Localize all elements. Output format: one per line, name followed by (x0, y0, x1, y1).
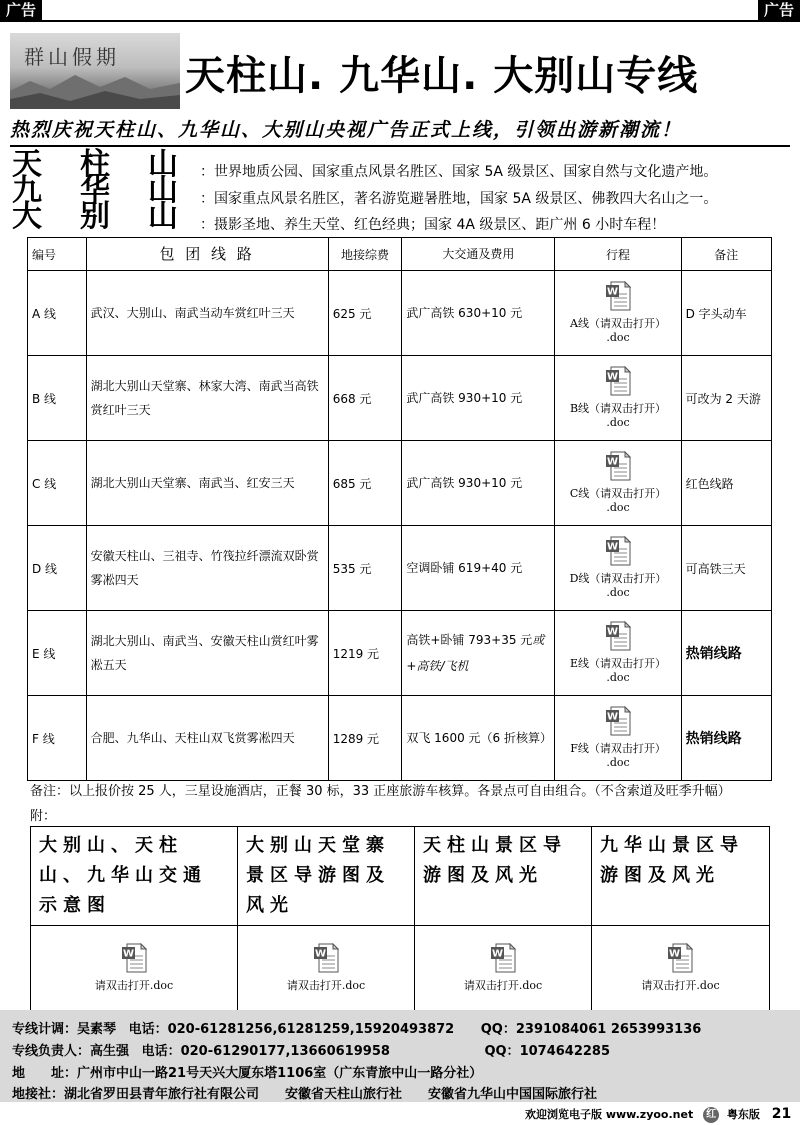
map-doc-cell (238, 926, 415, 1011)
svg-text:W: W (607, 286, 619, 298)
doc-label: F线（请双击打开） (570, 742, 666, 755)
schedule-doc-link[interactable] (570, 621, 666, 685)
schedule-doc-link[interactable] (570, 706, 666, 770)
footer-qq-label: QQ： (480, 1022, 516, 1037)
footer-dispatcher-tel: 020-61281256,61281259,15920493872 (167, 1022, 455, 1037)
route-note: 热销线路 (681, 611, 771, 696)
table-row (28, 526, 772, 611)
route-description: 湖北大别山天堂寨、南武当、红安三天 (86, 441, 328, 526)
traffic-cost: 武广高铁 930+10 元 (406, 476, 523, 490)
word-doc-icon (121, 943, 147, 973)
route-note: 热销线路 (681, 696, 771, 781)
map-doc-link[interactable] (641, 943, 719, 993)
slogan: 热烈庆祝天柱山、九华山、大别山央视广告正式上线，引领出游新潮流！ (10, 119, 683, 141)
route-price: 1289 元 (328, 696, 402, 781)
welcome-text: 欢迎浏览电子版 www.zyoo.net (525, 1108, 694, 1121)
schedule-cell (555, 271, 681, 356)
svg-text:W: W (491, 948, 503, 960)
doc-ext: .doc (606, 416, 630, 429)
header-route: 包 团 线 路 (86, 238, 328, 271)
footer-label-dispatcher: 专线计调： (12, 1022, 78, 1037)
desc-tianzhu: ：世界地质公园、国家重点风景名胜区、国家 5A 级景区、国家自然与文化遗产地。 (200, 164, 718, 180)
route-id: B 线 (28, 356, 87, 441)
svg-text:W: W (607, 541, 619, 553)
route-traffic (402, 356, 555, 441)
traffic-cost: 武广高铁 630+10 元 (406, 306, 523, 320)
word-doc-icon (605, 366, 631, 396)
svg-text:W: W (607, 626, 619, 638)
schedule-cell (555, 356, 681, 441)
footer-label-address: 地 址： (12, 1066, 78, 1081)
footer-dispatcher-name: 吴素琴 (77, 1022, 117, 1037)
map-doc-link[interactable] (95, 943, 173, 993)
svg-text:W: W (607, 456, 619, 468)
contact-footer (0, 1010, 800, 1102)
schedule-doc-link[interactable] (570, 536, 667, 600)
table-row (28, 441, 772, 526)
map-doc-link[interactable] (287, 943, 365, 993)
doc-label: E线（请双击打开） (570, 657, 667, 670)
footer-label-agency: 地接社： (12, 1087, 65, 1102)
word-doc-icon (605, 281, 631, 311)
footer-label-manager: 专线负责人： (12, 1044, 91, 1059)
doc-label: B线（请双击打开） (569, 402, 667, 415)
header-price: 地接综费 (328, 238, 402, 271)
route-traffic (402, 526, 555, 611)
route-id: A 线 (28, 271, 87, 356)
ad-tag-right: 广告 (758, 0, 800, 20)
char-bie: 别 (80, 199, 110, 234)
schedule-doc-link[interactable] (570, 366, 666, 430)
route-price: 1219 元 (328, 611, 402, 696)
footer-line-1 (12, 1018, 701, 1037)
traffic-cost: 武广高铁 930+10 元 (406, 391, 523, 405)
doc-label: A线（请双击打开） (570, 317, 666, 330)
doc-ext: .doc (606, 331, 630, 344)
map-doc-cell (415, 926, 592, 1011)
char-zhu: 柱 (80, 147, 110, 182)
doc-label: 请双击打开.doc (641, 979, 720, 992)
doc-ext: .doc (606, 501, 630, 514)
route-note: 红色线路 (681, 441, 771, 526)
page-title: 天柱山. 九华山. 大别山专线 (185, 53, 699, 99)
route-note: 可改为 2 天游 (681, 356, 771, 441)
badge-icon: 红 (703, 1107, 719, 1123)
route-traffic (402, 441, 555, 526)
footer-line-2 (12, 1040, 610, 1059)
edition-label: 粤东版 (726, 1108, 760, 1121)
word-doc-icon (605, 621, 631, 651)
schedule-cell (555, 611, 681, 696)
route-price: 685 元 (328, 441, 402, 526)
route-description: 安徽天柱山、三祖寺、竹筏拉纤漂流双卧赏雾凇四天 (86, 526, 328, 611)
table-row (28, 271, 772, 356)
route-traffic (402, 696, 555, 781)
header-note: 备注 (681, 238, 771, 271)
char-tian: 天 (12, 147, 42, 182)
top-rule (0, 20, 800, 22)
route-id: C 线 (28, 441, 87, 526)
doc-label: C线（请双击打开） (569, 487, 667, 500)
traffic-cost: 空调卧铺 619+40 元 (406, 561, 523, 575)
footer-manager-qq: 1074642285 (519, 1044, 611, 1059)
header-id: 编号 (28, 238, 87, 271)
word-doc-icon (490, 943, 516, 973)
route-description: 湖北大别山天堂寨、林家大湾、南武当高铁赏红叶三天 (86, 356, 328, 441)
bottom-bar (525, 1104, 791, 1124)
route-description: 合肥、九华山、天柱山双飞赏雾凇四天 (86, 696, 328, 781)
map-title-jiuhua: 九华山景区导游图及风光 (592, 827, 770, 926)
doc-label: 请双击打开.doc (286, 979, 366, 992)
char-shan-2: 山 (148, 173, 178, 208)
svg-text:W: W (607, 371, 619, 383)
route-description: 湖北大别山、南武当、安徽天柱山赏红叶雾凇五天 (86, 611, 328, 696)
map-doc-cell (592, 926, 770, 1011)
char-da: 大 (12, 199, 42, 234)
char-shan-3: 山 (148, 199, 178, 234)
doc-ext: .doc (606, 756, 630, 769)
schedule-cell (555, 526, 681, 611)
footer-tel-label: 电话： (128, 1022, 168, 1037)
svg-text:W: W (669, 948, 681, 960)
mountain-names (12, 147, 202, 234)
logo (10, 33, 180, 109)
route-id: F 线 (28, 696, 87, 781)
svg-text:W: W (607, 711, 619, 723)
footer-qq-label-2: QQ： (484, 1044, 520, 1059)
doc-label: 请双击打开.doc (463, 979, 543, 992)
mountain-image (10, 69, 180, 109)
ad-tag-left: 广告 (0, 0, 42, 20)
footer-tel-label-2: 电话： (141, 1044, 181, 1059)
table-row (28, 356, 772, 441)
char-shan-1: 山 (148, 147, 178, 182)
svg-text:W: W (314, 948, 326, 960)
route-id: E 线 (28, 611, 87, 696)
page-number: 21 (771, 1106, 792, 1122)
footer-address: 广州市中山一路21号天兴大厦东塔1106室（广东青旅中山一路分社） (77, 1066, 483, 1081)
route-traffic (402, 271, 555, 356)
routes-table (27, 237, 772, 781)
map-doc-link[interactable] (464, 943, 542, 993)
word-doc-icon (313, 943, 339, 973)
footer-manager-name: 高生强 (90, 1044, 130, 1059)
desc-dabie: ：摄影圣地、养生天堂、红色经典；国家 4A 级景区、距广州 6 小时车程！ (200, 217, 666, 233)
doc-label: 请双击打开.doc (94, 979, 174, 992)
appendix-label: 附： (30, 809, 57, 824)
table-row (28, 696, 772, 781)
schedule-doc-link[interactable] (570, 281, 666, 345)
char-jiu: 九 (12, 173, 42, 208)
table-header-row (28, 238, 772, 271)
traffic-alt: 或+高铁/飞机 (406, 633, 545, 673)
word-doc-icon (605, 706, 631, 736)
word-doc-icon (605, 536, 631, 566)
word-doc-icon (667, 943, 693, 973)
schedule-cell (555, 696, 681, 781)
route-description: 武汉、大别山、南武当动车赏红叶三天 (86, 271, 328, 356)
doc-ext: .doc (606, 586, 630, 599)
schedule-doc-link[interactable] (570, 451, 666, 515)
schedule-cell (555, 441, 681, 526)
map-doc-cell (31, 926, 238, 1011)
header-traffic: 大交通及费用 (402, 238, 555, 271)
char-hua: 华 (80, 173, 110, 208)
desc-jiuhua: ：国家重点风景名胜区，著名游览避暑胜地，国家 5A 级景区、佛教四大名山之一。 (200, 191, 718, 207)
footer-line-4 (12, 1083, 597, 1102)
doc-label: D线（请双击打开） (569, 572, 667, 585)
footer-dispatcher-qq: 2391084061 2653993136 (515, 1022, 702, 1037)
table-row (28, 611, 772, 696)
map-title-tiantangzhai: 大别山天堂寨景区导游图及风光 (238, 827, 415, 926)
footer-manager-tel: 020-61290177,13660619958 (180, 1044, 390, 1059)
header-schedule: 行程 (555, 238, 681, 271)
traffic-cost: 高铁+卧铺 793+35 元 (406, 633, 533, 647)
route-price: 535 元 (328, 526, 402, 611)
logo-text: 群山假期 (24, 45, 120, 69)
route-note: 可高铁三天 (681, 526, 771, 611)
map-title-tianzhu: 天柱山景区导游图及风光 (415, 827, 592, 926)
route-note: D 字头动车 (681, 271, 771, 356)
route-price: 668 元 (328, 356, 402, 441)
route-price: 625 元 (328, 271, 402, 356)
footer-line-3 (12, 1062, 482, 1081)
svg-text:W: W (122, 948, 134, 960)
maps-table (30, 826, 770, 1011)
route-traffic (402, 611, 555, 696)
doc-ext: .doc (606, 671, 630, 684)
divider (10, 145, 790, 147)
traffic-cost: 双飞 1600 元（6 折核算） (406, 731, 552, 745)
footer-agencies: 湖北省罗田县青年旅行社有限公司 安徽省天柱山旅行社 安徽省九华山中国国际旅行社 (64, 1087, 598, 1102)
word-doc-icon (605, 451, 631, 481)
map-title-traffic: 大别山、天柱山、九华山交通示意图 (31, 827, 238, 926)
route-id: D 线 (28, 526, 87, 611)
remark: 备注：以上报价按 25 人，三星设施酒店，正餐 30 标，33 正座旅游车核算。各景点可自由组合。（不含索道及旺季升幅） (30, 784, 731, 799)
